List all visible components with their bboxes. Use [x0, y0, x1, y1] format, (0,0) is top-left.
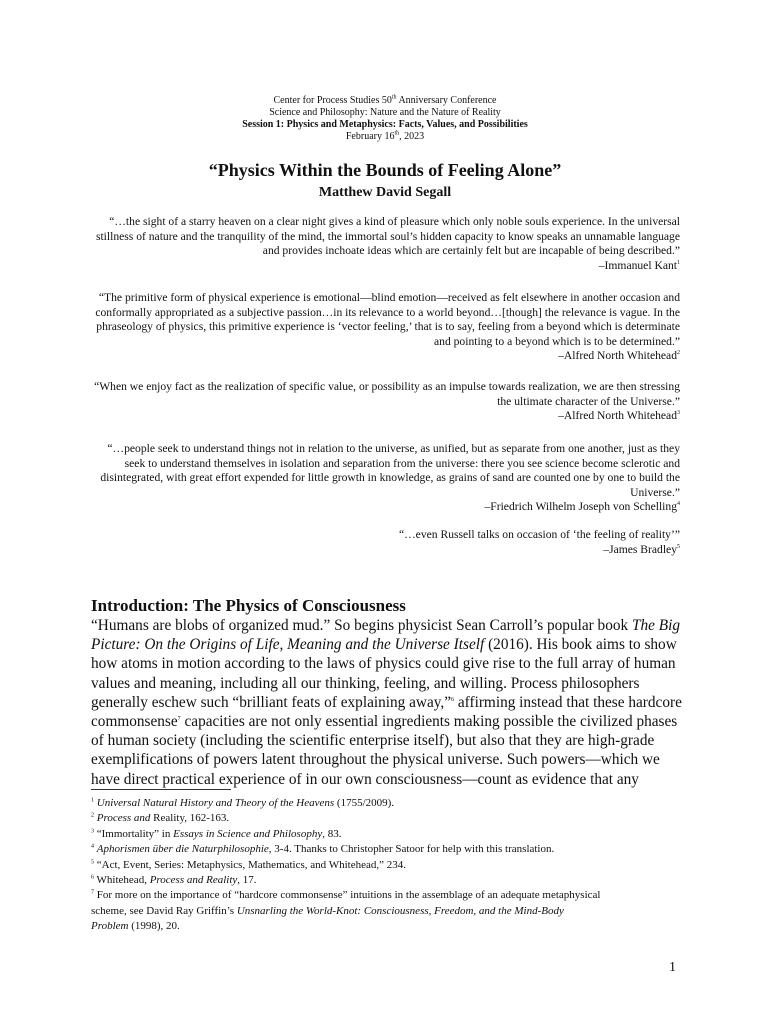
conference-name: Center for Process Studies 50th Anniversary Conference	[273, 94, 497, 106]
epigraph-attribution: –James Bradley$^5$	[603, 542, 680, 556]
body-line: commonsense$^7$ capacities are not only essential ingredients making possible the civilized phases	[91, 713, 678, 731]
footnote-4: $^4$ Aphorismen über die Naturphilosophie, 3-4. Thanks to Christopher Satoor for help with this translation.	[91, 843, 555, 856]
section-heading: Introduction: The Physics of Consciousness	[91, 596, 406, 615]
epigraph-text: “When we enjoy fact as the realization of specific value, or possibility as an impulse towards realization, we are then stressing the ultimate character of the Universe.”	[94, 380, 680, 408]
epigraph-text: “…even Russell talks on occasion of ‘the feeling of reality’”	[398, 528, 680, 541]
footnotes	[91, 796, 691, 935]
body-line: of human society (including the scientific enterprise itself), but also that they are high-grade	[91, 732, 655, 750]
epigraph-schelling	[92, 442, 680, 515]
epigraph-whitehead-2	[88, 380, 680, 424]
session-title: Session 1: Physics and Metaphysics: Facts, Values, and Possibilities	[242, 119, 528, 130]
conference-date: February 16th, 2023	[345, 130, 425, 142]
epigraph-attribution: –Immanuel Kant$^1$	[598, 258, 680, 272]
footnote-7: $^7$ For more on the importance of “hardcore commonsense” intuitions in the assemblage of an adequate metaphysical	[91, 889, 601, 902]
footnote-6: $^6$ Whitehead, Process and Reality, 17.	[91, 874, 257, 887]
footnote-2: $^2$ Process and Reality, 162-163.	[91, 812, 230, 825]
epigraph-attribution: –Alfred North Whitehead$^2$	[558, 349, 680, 362]
footnote-5: $^5$ “Act, Event, Series: Metaphysics, Mathematics, and Whitehead,” 234.	[91, 858, 406, 871]
body-paragraph	[91, 616, 681, 789]
body-line: values and meaning, including all our thinking, feeling, and willing. Process philosophers	[91, 674, 640, 692]
epigraph-attribution: –Alfred North Whitehead$^3$	[558, 409, 680, 422]
conference-theme: Science and Philosophy: Nature and the Nature of Reality	[269, 107, 501, 118]
footnote-7-cont: scheme, see David Ray Griffin’s Unsnarling the World-Knot: Consciousness, Freedom, and the Mind-Body	[91, 904, 564, 917]
epigraph-bradley	[340, 528, 680, 557]
body-line: have direct practical experience of in our own consciousness—count as evidence that any	[91, 770, 639, 788]
epigraph-kant	[88, 215, 680, 273]
body-line: how atoms in motion according to the laws of physics could give rise to the full array of human	[91, 655, 676, 673]
conference-line	[0, 95, 770, 107]
body-line: “Humans are blobs of organized mud.” So begins physicist Sean Carroll’s popular book The Big	[91, 617, 680, 634]
body-line: generally eschew such “brilliant feats of explaining away,”$^6$ affirming instead that these hardcore	[91, 693, 682, 711]
body-line: exemplifications of powers latent throughout the physical universe. Such powers—which we	[91, 751, 660, 769]
page-number: 1	[669, 960, 676, 975]
body-line: Picture: On the Origins of Life, Meaning and the Universe Itself (2016). His book aims to show	[91, 636, 677, 654]
paper-author: Matthew David Segall	[318, 185, 452, 200]
footnote-7-cont: Problem (1998), 20.	[91, 920, 180, 933]
epigraph-whitehead-1	[92, 291, 680, 364]
epigraph-attribution: –Friedrich Wilhelm Joseph von Schelling$^4$	[484, 500, 680, 513]
footnote-divider	[91, 789, 231, 790]
epigraph-text: “…people seek to understand things not in relation to the universe, as unified, but as separate from one another, just as they seek to understand themselves in isolation and separation from the universe: there you see science become sclerotic and disintegrated, with great effort expended for little growth in knowledge, as grains of sand are counted one by one to build the Universe.”	[100, 442, 680, 499]
epigraph-text: “The primitive form of physical experience is emotional—blind emotion—received as felt elsewhere in another occasion and conformally appropriated as a subjective passion…in its relevance to a world beyond…[though] the relevance is vague. In the phraseology of physics, this primitive experience is ‘vector feeling,’ that is to say, feeling from a beyond which is determinate and pointing to a beyond which is to be determined.”	[95, 291, 680, 348]
paper-title: “Physics Within the Bounds of Feeling Alone”	[208, 160, 562, 180]
footnote-1: $^1$ Universal Natural History and Theory of the Heavens (1755/2009).	[91, 797, 395, 809]
epigraph-text: “…the sight of a starry heaven on a clear night gives a kind of pleasure which only noble souls experience. In the universal stillness of nature and the tranquility of the mind, the immortal soul’s hidden capacity to know speaks an unnamable language and provides inchoate ideas which are certainly felt but are incapable of being described.”	[95, 215, 680, 257]
footnote-3: $^3$ “Immortality” in Essays in Science and Philosophy, 83.	[91, 827, 342, 840]
